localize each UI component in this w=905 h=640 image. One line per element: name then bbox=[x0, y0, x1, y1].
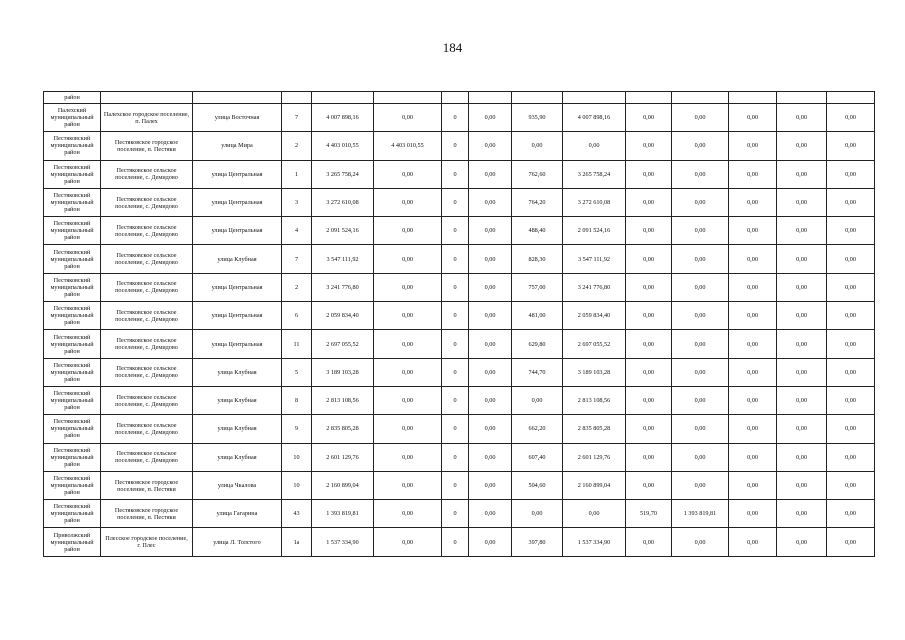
cost-cell: 0,00 bbox=[827, 188, 875, 216]
cost-cell: 1 537 334,90 bbox=[563, 528, 626, 556]
table-row bbox=[44, 415, 875, 443]
table-row bbox=[44, 471, 875, 499]
street-cell: улица Центральная bbox=[193, 160, 282, 188]
house-number-cell: 3 bbox=[282, 188, 312, 216]
count-cell: 0 bbox=[442, 500, 469, 528]
area-cell: 504,60 bbox=[512, 471, 563, 499]
house-number-cell: 7 bbox=[282, 104, 312, 132]
district-cell: район bbox=[44, 92, 101, 104]
district-cell: Пестяковский муниципальный район bbox=[44, 302, 101, 330]
cost-cell: 0,00 bbox=[827, 160, 875, 188]
area-cell: 0,00 bbox=[626, 443, 672, 471]
table-row bbox=[44, 160, 875, 188]
area-cell: 519,70 bbox=[626, 500, 672, 528]
cost-cell: 0,00 bbox=[729, 386, 777, 414]
total-cost-cell: 4 007 898,16 bbox=[312, 104, 374, 132]
district-cell: Пестяковский муниципальный район bbox=[44, 245, 101, 273]
count-cell: 0 bbox=[442, 330, 469, 358]
house-number-cell: 11 bbox=[282, 330, 312, 358]
total-cost-cell: 2 601 129,76 bbox=[312, 443, 374, 471]
count-cell: 0 bbox=[442, 217, 469, 245]
total-cost-cell: 2 059 834,40 bbox=[312, 302, 374, 330]
cost-cell: 0,00 bbox=[729, 500, 777, 528]
total-cost-cell: 4 403 010,55 bbox=[312, 132, 374, 160]
count-cell: 0 bbox=[442, 443, 469, 471]
area-cell: 757,00 bbox=[512, 273, 563, 301]
cost-cell: 0,00 bbox=[777, 415, 827, 443]
street-cell: улица Л. Толстого bbox=[193, 528, 282, 556]
table-row bbox=[44, 104, 875, 132]
district-cell: Пестяковский муниципальный район bbox=[44, 160, 101, 188]
street-cell: улица Центральная bbox=[193, 273, 282, 301]
cost-cell: 0,00 bbox=[672, 273, 729, 301]
house-number-cell: 10 bbox=[282, 471, 312, 499]
table-row bbox=[44, 528, 875, 556]
cost-cell: 0,00 bbox=[374, 160, 442, 188]
total-cost-cell: 3 241 776,80 bbox=[312, 273, 374, 301]
cost-cell: 0,00 bbox=[469, 358, 512, 386]
cell bbox=[777, 92, 827, 104]
area-cell: 935,90 bbox=[512, 104, 563, 132]
cost-cell: 0,00 bbox=[374, 302, 442, 330]
table-row bbox=[44, 188, 875, 216]
street-cell: улица Восточная bbox=[193, 104, 282, 132]
cost-cell: 0,00 bbox=[827, 302, 875, 330]
cost-cell: 4 403 010,55 bbox=[374, 132, 442, 160]
cost-cell: 0,00 bbox=[374, 273, 442, 301]
cell bbox=[193, 92, 282, 104]
cost-cell: 0,00 bbox=[827, 132, 875, 160]
house-number-cell: 7 bbox=[282, 245, 312, 273]
cost-cell: 0,00 bbox=[777, 302, 827, 330]
area-cell: 0,00 bbox=[626, 245, 672, 273]
register-table bbox=[43, 91, 875, 557]
settlement-cell: Пестяковское сельское поселение, с. Демидово bbox=[101, 245, 193, 273]
house-number-cell: 5 bbox=[282, 358, 312, 386]
area-cell: 0,00 bbox=[512, 500, 563, 528]
cost-cell: 0,00 bbox=[777, 104, 827, 132]
table-row bbox=[44, 500, 875, 528]
count-cell: 0 bbox=[442, 160, 469, 188]
street-cell: улица Центральная bbox=[193, 302, 282, 330]
street-cell: улица Клубная bbox=[193, 443, 282, 471]
cost-cell: 0,00 bbox=[729, 188, 777, 216]
cell bbox=[729, 92, 777, 104]
cost-cell: 3 189 103,28 bbox=[563, 358, 626, 386]
count-cell: 0 bbox=[442, 245, 469, 273]
cost-cell: 0,00 bbox=[374, 245, 442, 273]
cost-cell: 0,00 bbox=[777, 217, 827, 245]
area-cell: 0,00 bbox=[626, 273, 672, 301]
settlement-cell: Пестяковское городское поселение, п. Пестяки bbox=[101, 132, 193, 160]
count-cell: 0 bbox=[442, 302, 469, 330]
area-cell: 0,00 bbox=[626, 132, 672, 160]
cost-cell: 0,00 bbox=[777, 443, 827, 471]
cell bbox=[312, 92, 374, 104]
house-number-cell: 9 bbox=[282, 415, 312, 443]
cost-cell: 0,00 bbox=[374, 443, 442, 471]
total-cost-cell: 2 697 055,52 bbox=[312, 330, 374, 358]
cost-cell: 0,00 bbox=[827, 217, 875, 245]
cost-cell: 0,00 bbox=[374, 415, 442, 443]
total-cost-cell: 3 272 610,08 bbox=[312, 188, 374, 216]
count-cell: 0 bbox=[442, 358, 469, 386]
count-cell: 0 bbox=[442, 104, 469, 132]
table-row bbox=[44, 386, 875, 414]
area-cell: 0,00 bbox=[626, 160, 672, 188]
cost-cell: 0,00 bbox=[777, 528, 827, 556]
cost-cell: 0,00 bbox=[563, 500, 626, 528]
area-cell: 481,00 bbox=[512, 302, 563, 330]
cell bbox=[374, 92, 442, 104]
district-cell: Пестяковский муниципальный район bbox=[44, 443, 101, 471]
cost-cell: 0,00 bbox=[777, 245, 827, 273]
cost-cell: 1 393 819,81 bbox=[672, 500, 729, 528]
street-cell: улица Клубная bbox=[193, 415, 282, 443]
cost-cell: 0,00 bbox=[729, 160, 777, 188]
house-number-cell: 2 bbox=[282, 273, 312, 301]
cost-cell: 0,00 bbox=[672, 358, 729, 386]
cost-cell: 0,00 bbox=[672, 528, 729, 556]
district-cell: Пестяковский муниципальный район bbox=[44, 273, 101, 301]
cost-cell: 0,00 bbox=[827, 245, 875, 273]
cost-cell: 0,00 bbox=[469, 500, 512, 528]
cost-cell: 0,00 bbox=[777, 358, 827, 386]
cost-cell: 0,00 bbox=[469, 160, 512, 188]
cost-cell: 0,00 bbox=[672, 160, 729, 188]
cost-cell: 0,00 bbox=[469, 273, 512, 301]
cost-cell: 0,00 bbox=[729, 443, 777, 471]
street-cell: улица Гагарина bbox=[193, 500, 282, 528]
district-cell: Пестяковский муниципальный район bbox=[44, 132, 101, 160]
cost-cell: 0,00 bbox=[469, 302, 512, 330]
cost-cell: 0,00 bbox=[469, 217, 512, 245]
cost-cell: 0,00 bbox=[672, 245, 729, 273]
cost-cell: 0,00 bbox=[374, 528, 442, 556]
area-cell: 397,80 bbox=[512, 528, 563, 556]
street-cell: улица Центральная bbox=[193, 188, 282, 216]
table-row bbox=[44, 302, 875, 330]
table-row bbox=[44, 217, 875, 245]
cost-cell: 0,00 bbox=[827, 471, 875, 499]
cost-cell: 0,00 bbox=[672, 217, 729, 245]
cost-cell: 0,00 bbox=[374, 217, 442, 245]
total-cost-cell: 3 265 758,24 bbox=[312, 160, 374, 188]
cost-cell: 0,00 bbox=[374, 358, 442, 386]
street-cell: улица Чкалова bbox=[193, 471, 282, 499]
cost-cell: 0,00 bbox=[729, 245, 777, 273]
cost-cell: 3 265 758,24 bbox=[563, 160, 626, 188]
table-row bbox=[44, 443, 875, 471]
cost-cell: 0,00 bbox=[672, 104, 729, 132]
settlement-cell: Пестяковское сельское поселение, с. Демидово bbox=[101, 358, 193, 386]
cost-cell: 0,00 bbox=[469, 386, 512, 414]
cost-cell: 0,00 bbox=[469, 330, 512, 358]
cost-cell: 2 697 055,52 bbox=[563, 330, 626, 358]
total-cost-cell: 3 547 111,92 bbox=[312, 245, 374, 273]
area-cell: 0,00 bbox=[626, 358, 672, 386]
settlement-cell: Пестяковское городское поселение, п. Пестяки bbox=[101, 471, 193, 499]
total-cost-cell: 2 091 524,16 bbox=[312, 217, 374, 245]
area-cell: 488,40 bbox=[512, 217, 563, 245]
table-row bbox=[44, 273, 875, 301]
count-cell: 0 bbox=[442, 132, 469, 160]
cost-cell: 2 835 805,28 bbox=[563, 415, 626, 443]
cost-cell: 0,00 bbox=[827, 528, 875, 556]
cost-cell: 4 007 898,16 bbox=[563, 104, 626, 132]
settlement-cell: Пестяковское городское поселение, п. Пестяки bbox=[101, 500, 193, 528]
area-cell: 0,00 bbox=[626, 330, 672, 358]
area-cell: 0,00 bbox=[626, 415, 672, 443]
cost-cell: 0,00 bbox=[729, 302, 777, 330]
cost-cell: 0,00 bbox=[777, 160, 827, 188]
area-cell: 0,00 bbox=[626, 471, 672, 499]
settlement-cell: Пестяковское сельское поселение, с. Демидово bbox=[101, 188, 193, 216]
total-cost-cell: 3 189 103,28 bbox=[312, 358, 374, 386]
cell bbox=[101, 92, 193, 104]
cost-cell: 0,00 bbox=[672, 188, 729, 216]
total-cost-cell: 1 537 334,90 bbox=[312, 528, 374, 556]
cost-cell: 3 272 610,08 bbox=[563, 188, 626, 216]
cost-cell: 0,00 bbox=[672, 386, 729, 414]
total-cost-cell: 2 813 108,56 bbox=[312, 386, 374, 414]
area-cell: 764,20 bbox=[512, 188, 563, 216]
street-cell: улица Клубная bbox=[193, 386, 282, 414]
table-row bbox=[44, 330, 875, 358]
area-cell: 0,00 bbox=[626, 302, 672, 330]
table-row bbox=[44, 358, 875, 386]
count-cell: 0 bbox=[442, 528, 469, 556]
count-cell: 0 bbox=[442, 415, 469, 443]
house-number-cell: 2 bbox=[282, 132, 312, 160]
cost-cell: 0,00 bbox=[374, 330, 442, 358]
page-number: 184 bbox=[442, 40, 463, 55]
street-cell: улица Мира bbox=[193, 132, 282, 160]
district-cell: Пестяковский муниципальный район bbox=[44, 500, 101, 528]
cost-cell: 0,00 bbox=[777, 132, 827, 160]
cost-cell: 0,00 bbox=[729, 330, 777, 358]
cost-cell: 0,00 bbox=[672, 415, 729, 443]
cost-cell: 0,00 bbox=[777, 386, 827, 414]
cell bbox=[563, 92, 626, 104]
cost-cell: 0,00 bbox=[827, 330, 875, 358]
cost-cell: 0,00 bbox=[729, 104, 777, 132]
cost-cell: 0,00 bbox=[469, 245, 512, 273]
area-cell: 0,00 bbox=[512, 386, 563, 414]
district-cell: Пестяковский муниципальный район bbox=[44, 188, 101, 216]
cost-cell: 0,00 bbox=[827, 500, 875, 528]
total-cost-cell: 2 160 899,04 bbox=[312, 471, 374, 499]
cost-cell: 0,00 bbox=[777, 471, 827, 499]
house-number-cell: 43 bbox=[282, 500, 312, 528]
cell bbox=[672, 92, 729, 104]
cost-cell: 0,00 bbox=[729, 273, 777, 301]
cost-cell: 2 813 108,56 bbox=[563, 386, 626, 414]
settlement-cell: Пестяковское сельское поселение, с. Демидово bbox=[101, 330, 193, 358]
area-cell: 0,00 bbox=[626, 528, 672, 556]
district-cell: Пестяковский муниципальный район bbox=[44, 358, 101, 386]
area-cell: 607,40 bbox=[512, 443, 563, 471]
settlement-cell: Пестяковское сельское поселение, с. Демидово bbox=[101, 273, 193, 301]
cost-cell: 0,00 bbox=[729, 132, 777, 160]
cost-cell: 0,00 bbox=[777, 273, 827, 301]
cost-cell: 0,00 bbox=[729, 358, 777, 386]
cell bbox=[512, 92, 563, 104]
district-cell: Приволжский муниципальный район bbox=[44, 528, 101, 556]
district-cell: Пестяковский муниципальный район bbox=[44, 386, 101, 414]
cost-cell: 0,00 bbox=[827, 415, 875, 443]
count-cell: 0 bbox=[442, 188, 469, 216]
area-cell: 0,00 bbox=[626, 386, 672, 414]
area-cell: 662,20 bbox=[512, 415, 563, 443]
cost-cell: 0,00 bbox=[777, 188, 827, 216]
cost-cell: 0,00 bbox=[374, 188, 442, 216]
house-number-cell: 8 bbox=[282, 386, 312, 414]
cost-cell: 2 160 899,04 bbox=[563, 471, 626, 499]
total-cost-cell: 1 393 819,81 bbox=[312, 500, 374, 528]
cost-cell: 0,00 bbox=[729, 415, 777, 443]
settlement-cell: Плесское городское поселение, г. Плес bbox=[101, 528, 193, 556]
area-cell: 0,00 bbox=[512, 132, 563, 160]
settlement-cell: Пестяковское сельское поселение, с. Демидово bbox=[101, 386, 193, 414]
cost-cell: 0,00 bbox=[469, 132, 512, 160]
district-cell: Пестяковский муниципальный район bbox=[44, 217, 101, 245]
street-cell: улица Клубная bbox=[193, 358, 282, 386]
cell bbox=[442, 92, 469, 104]
count-cell: 0 bbox=[442, 471, 469, 499]
settlement-cell: Пестяковское сельское поселение, с. Демидово bbox=[101, 302, 193, 330]
count-cell: 0 bbox=[442, 273, 469, 301]
area-cell: 0,00 bbox=[626, 104, 672, 132]
cost-cell: 0,00 bbox=[672, 443, 729, 471]
cost-cell: 2 059 834,40 bbox=[563, 302, 626, 330]
cost-cell: 0,00 bbox=[827, 443, 875, 471]
cost-cell: 2 091 524,16 bbox=[563, 217, 626, 245]
cost-cell: 0,00 bbox=[827, 386, 875, 414]
district-cell: Пестяковский муниципальный район bbox=[44, 471, 101, 499]
table-row bbox=[44, 245, 875, 273]
house-number-cell: 6 bbox=[282, 302, 312, 330]
cost-cell: 0,00 bbox=[469, 188, 512, 216]
area-cell: 828,30 bbox=[512, 245, 563, 273]
settlement-cell: Пестяковское сельское поселение, с. Демидово bbox=[101, 415, 193, 443]
cell bbox=[282, 92, 312, 104]
cost-cell: 0,00 bbox=[469, 443, 512, 471]
settlement-cell: Пестяковское сельское поселение, с. Демидово bbox=[101, 160, 193, 188]
cost-cell: 0,00 bbox=[469, 471, 512, 499]
cost-cell: 0,00 bbox=[729, 217, 777, 245]
cost-cell: 0,00 bbox=[827, 358, 875, 386]
cost-cell: 0,00 bbox=[729, 528, 777, 556]
cost-cell: 0,00 bbox=[827, 273, 875, 301]
cost-cell: 0,00 bbox=[777, 500, 827, 528]
table-body bbox=[44, 92, 875, 557]
house-number-cell: 4 bbox=[282, 217, 312, 245]
cost-cell: 0,00 bbox=[777, 330, 827, 358]
district-cell: Палехский муниципальный район bbox=[44, 104, 101, 132]
house-number-cell: 10 bbox=[282, 443, 312, 471]
continued-row bbox=[44, 92, 875, 104]
cost-cell: 0,00 bbox=[827, 104, 875, 132]
cost-cell: 0,00 bbox=[672, 330, 729, 358]
cost-cell: 0,00 bbox=[672, 132, 729, 160]
settlement-cell: Пестяковское сельское поселение, с. Демидово bbox=[101, 443, 193, 471]
cost-cell: 0,00 bbox=[469, 528, 512, 556]
cost-cell: 3 547 111,92 bbox=[563, 245, 626, 273]
cell bbox=[827, 92, 875, 104]
street-cell: улица Центральная bbox=[193, 217, 282, 245]
cost-cell: 0,00 bbox=[374, 471, 442, 499]
cost-cell: 0,00 bbox=[374, 104, 442, 132]
cost-cell: 2 601 129,76 bbox=[563, 443, 626, 471]
cost-cell: 0,00 bbox=[469, 104, 512, 132]
cost-cell: 0,00 bbox=[374, 386, 442, 414]
cost-cell: 0,00 bbox=[469, 415, 512, 443]
house-number-cell: 1 bbox=[282, 160, 312, 188]
area-cell: 0,00 bbox=[626, 217, 672, 245]
house-number-cell: 1а bbox=[282, 528, 312, 556]
area-cell: 744,70 bbox=[512, 358, 563, 386]
settlement-cell: Палехское городское поселение, п. Палех bbox=[101, 104, 193, 132]
cell bbox=[626, 92, 672, 104]
cost-cell: 0,00 bbox=[729, 471, 777, 499]
table-row bbox=[44, 132, 875, 160]
area-cell: 0,00 bbox=[626, 188, 672, 216]
area-cell: 629,80 bbox=[512, 330, 563, 358]
street-cell: улица Клубная bbox=[193, 245, 282, 273]
count-cell: 0 bbox=[442, 386, 469, 414]
area-cell: 762,60 bbox=[512, 160, 563, 188]
district-cell: Пестяковский муниципальный район bbox=[44, 415, 101, 443]
cell bbox=[469, 92, 512, 104]
cost-cell: 0,00 bbox=[374, 500, 442, 528]
settlement-cell: Пестяковское сельское поселение, с. Демидово bbox=[101, 217, 193, 245]
cost-cell: 0,00 bbox=[672, 302, 729, 330]
district-cell: Пестяковский муниципальный район bbox=[44, 330, 101, 358]
total-cost-cell: 2 835 805,28 bbox=[312, 415, 374, 443]
street-cell: улица Центральная bbox=[193, 330, 282, 358]
cost-cell: 3 241 776,80 bbox=[563, 273, 626, 301]
cost-cell: 0,00 bbox=[672, 471, 729, 499]
cost-cell: 0,00 bbox=[563, 132, 626, 160]
